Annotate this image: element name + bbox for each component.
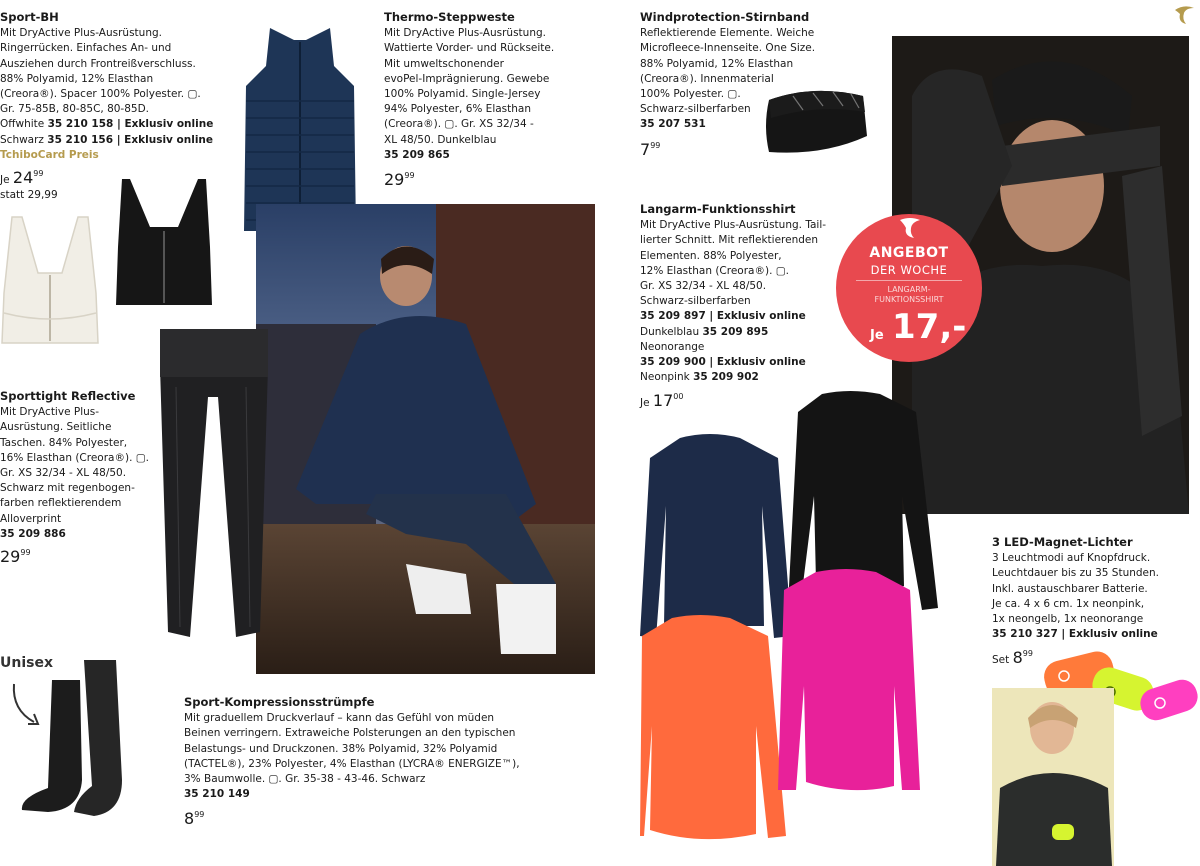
price-euros: 17 bbox=[652, 391, 674, 411]
desc-line: Microfleece-Innenseite. One Size. bbox=[640, 42, 816, 55]
wash-icon: ▢. bbox=[775, 264, 790, 277]
article-number: 35 207 531 bbox=[640, 118, 706, 131]
desc-line: farben reflektierendem bbox=[0, 497, 122, 510]
price-cents: 99 bbox=[33, 169, 44, 179]
product-title: Sport-Kompressionsstrümpfe bbox=[184, 695, 375, 709]
desc-line: Gr. XS 32/34 - XL 48/50. bbox=[0, 467, 127, 480]
desc-line: 88% Polyamid, 12% Elasthan bbox=[640, 57, 794, 70]
product-title: Windprotection-Stirnband bbox=[640, 10, 810, 24]
sporttight-description bbox=[0, 389, 160, 567]
shirt-description bbox=[640, 202, 830, 412]
desc-line: (Creora®). Innenmaterial bbox=[640, 72, 774, 85]
desc-line: Elementen. 88% Polyester, bbox=[640, 249, 782, 262]
desc-line: Leuchtdauer bis zu 35 Stunden. bbox=[992, 567, 1159, 580]
desc-line: XL 48/50. Dunkelblau bbox=[384, 133, 497, 146]
white-bra-image bbox=[0, 213, 100, 348]
article-number: 35 209 897 | Exklusiv online bbox=[640, 310, 806, 323]
price-euros: 29 bbox=[0, 547, 21, 567]
angebot-line1: ANGEBOT bbox=[869, 245, 949, 261]
desc-line: Ausziehen durch Frontreißverschluss. bbox=[0, 57, 196, 70]
led-model-photo bbox=[992, 688, 1114, 866]
shirts-image bbox=[640, 386, 945, 846]
desc-line: 94% Polyester, 6% Elasthan bbox=[384, 103, 531, 116]
price-euros: 7 bbox=[640, 139, 651, 159]
wash-icon: ▢. bbox=[187, 88, 201, 101]
wash-icon: ▢ bbox=[268, 773, 279, 786]
desc-line: Inkl. austauschbarer Batterie. bbox=[992, 582, 1148, 595]
color-label: Neonorange bbox=[640, 340, 705, 353]
desc-line: evoPel-Imprägnierung. Gewebe bbox=[384, 72, 550, 85]
unisex-label: Unisex bbox=[0, 655, 53, 671]
product-title: Sport-BH bbox=[0, 10, 59, 24]
desc-line: Alloverprint bbox=[0, 512, 62, 525]
desc-line: 1x neongelb, 1x neonorange bbox=[992, 613, 1144, 626]
desc-line: Schwarz-silberfarben bbox=[640, 295, 751, 308]
price-cents: 99 bbox=[650, 140, 661, 150]
price-cents: 00 bbox=[673, 392, 684, 402]
desc-line: Wattierte Vorder- und Rückseite. bbox=[384, 42, 555, 55]
desc-line: Je ca. 4 x 6 cm. 1x neonpink, bbox=[992, 597, 1145, 610]
desc-line: (Creora®). bbox=[384, 118, 445, 131]
compression-socks-image bbox=[18, 660, 148, 820]
strumpf-description bbox=[184, 695, 524, 830]
wash-icon: ▢ bbox=[444, 118, 455, 131]
desc-line: Belastungs- und Druckzonen. 38% Polyamid, 32% Polyamid bbox=[184, 742, 498, 755]
article-number: 35 209 902 bbox=[693, 371, 759, 384]
product-title: Sporttight Reflective bbox=[0, 389, 136, 403]
desc-line: Ringerrücken. Einfaches An- und bbox=[0, 42, 172, 55]
desc-line: 100% Polyester. bbox=[640, 88, 728, 101]
black-bra-image bbox=[114, 177, 214, 309]
product-title: Langarm-Funktionsshirt bbox=[640, 202, 796, 216]
article-number: 35 209 900 | Exklusiv online bbox=[640, 356, 806, 369]
color-label: Neonpink bbox=[640, 371, 694, 384]
article-number: 35 209 895 bbox=[702, 325, 769, 338]
price-euros: 24 bbox=[12, 168, 34, 188]
desc-line: Gr. XS 32/34 - XL 48/50. bbox=[640, 280, 767, 293]
color-label: Offwhite bbox=[0, 118, 48, 131]
color-label: Schwarz bbox=[0, 133, 48, 146]
desc-line: . Gr. 35-38 - 43-46. Schwarz bbox=[278, 773, 426, 786]
angebot-badge bbox=[836, 214, 982, 362]
product-title: 3 LED-Magnet-Lichter bbox=[992, 535, 1133, 549]
angebot-je: Je bbox=[870, 328, 884, 343]
desc-line: Gr. 75-85B, 80-85C, 80-85D. bbox=[0, 103, 150, 116]
old-price: statt 29,99 bbox=[0, 189, 58, 202]
runner-crouching-photo bbox=[256, 204, 595, 674]
desc-line: . Gr. XS 32/34 - bbox=[454, 118, 534, 131]
desc-line: 12% Elasthan (Creora®). bbox=[640, 264, 776, 277]
desc-line: 100% Polyamid. Single-Jersey bbox=[384, 88, 541, 101]
article-number: 35 209 886 bbox=[0, 527, 66, 540]
desc-line: Schwarz mit regenbogen- bbox=[0, 482, 135, 495]
angebot-line2: DER WOCHE bbox=[870, 263, 948, 277]
product-title: Thermo-Steppweste bbox=[384, 10, 515, 24]
headband-image bbox=[763, 86, 869, 168]
tchibo-logo-icon bbox=[1172, 4, 1196, 26]
sport-bh-description bbox=[0, 10, 220, 203]
wash-icon: ▢. bbox=[727, 88, 741, 101]
desc-line: 88% Polyamid, 12% Elasthan bbox=[0, 72, 154, 85]
desc-line: Reflektierende Elemente. Weiche bbox=[640, 27, 815, 40]
price-cents: 99 bbox=[404, 171, 415, 181]
desc-line: Mit DryActive Plus-Ausrüstung. bbox=[384, 27, 546, 40]
wash-icon: ▢. bbox=[135, 451, 150, 464]
angebot-line3: LANGARM- bbox=[887, 285, 931, 294]
tchibocard-price-label: TchiboCard Preis bbox=[0, 148, 99, 161]
desc-line: Mit DryActive Plus-Ausrüstung. Tail- bbox=[640, 219, 827, 232]
color-label: Dunkelblau bbox=[640, 325, 703, 338]
article-number: 35 210 158 | Exklusiv online bbox=[47, 118, 214, 131]
desc-line: (Creora®). Spacer 100% Polyester. bbox=[0, 88, 188, 101]
desc-line: Mit umweltschonender bbox=[384, 57, 504, 70]
desc-line: 3 Leuchtmodi auf Knopfdruck. bbox=[992, 552, 1151, 565]
leggings-image bbox=[156, 327, 272, 639]
desc-line: Mit DryActive Plus-Ausrüstung. bbox=[0, 27, 162, 40]
badge-divider bbox=[856, 280, 962, 281]
desc-line: Ausrüstung. Seitliche bbox=[0, 421, 112, 434]
article-number: 35 209 865 bbox=[384, 148, 450, 161]
article-number: 35 210 149 bbox=[184, 788, 250, 801]
angebot-price: 17,- bbox=[892, 307, 967, 347]
desc-line: Mit DryActive Plus- bbox=[0, 406, 100, 419]
desc-line: Mit graduellem Druckverlauf – kann das Gefühl von müden bbox=[184, 712, 495, 725]
je-label: Je bbox=[0, 174, 13, 187]
article-number: 35 210 156 | Exklusiv online bbox=[47, 133, 214, 146]
set-label: Set bbox=[992, 654, 1013, 667]
je-label: Je bbox=[640, 397, 653, 410]
price-cents: 99 bbox=[194, 810, 205, 820]
price-cents: 99 bbox=[1022, 649, 1033, 659]
weste-description bbox=[384, 10, 584, 190]
price-cents: 99 bbox=[20, 548, 31, 558]
desc-line: (TACTEL®), 23% Polyester, 4% Elasthan (LYCRA® ENERGIZE™), bbox=[184, 757, 520, 770]
desc-line: Taschen. 84% Polyester, bbox=[0, 436, 128, 449]
angebot-line4: FUNKTIONSSHIRT bbox=[874, 295, 944, 304]
article-number: 35 210 327 | Exklusiv online bbox=[992, 628, 1158, 641]
desc-line: 16% Elasthan (Creora®). bbox=[0, 451, 136, 464]
price-euros: 29 bbox=[384, 170, 405, 190]
price-euros: 8 bbox=[1012, 648, 1023, 668]
price-euros: 8 bbox=[184, 809, 195, 829]
desc-line: lierter Schnitt. Mit reflektierenden bbox=[640, 234, 819, 247]
desc-line: Schwarz-silberfarben bbox=[640, 103, 751, 116]
desc-line: 3% Baumwolle. bbox=[184, 773, 269, 786]
desc-line: Beinen verringern. Extraweiche Polsterungen an den typischen bbox=[184, 727, 516, 740]
